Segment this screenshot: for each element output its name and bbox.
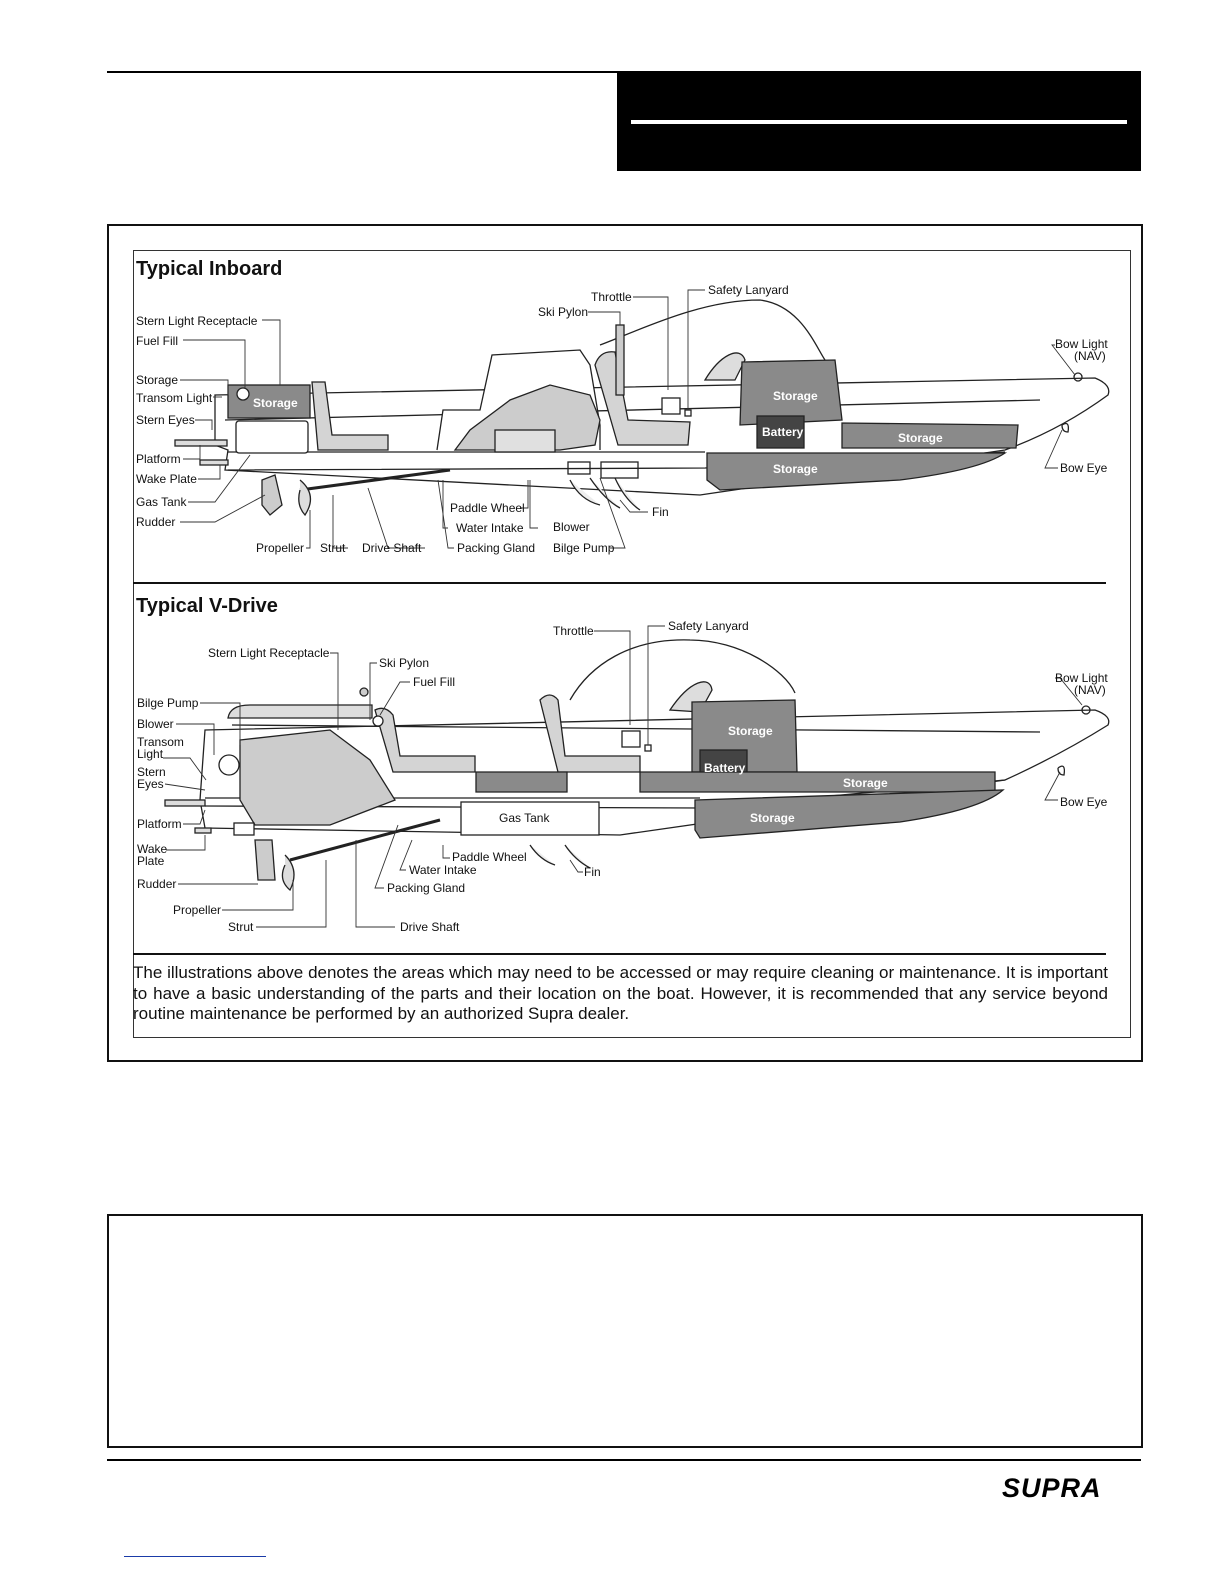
inner-battery: Battery	[704, 761, 746, 775]
label-propeller: Propeller	[173, 903, 222, 917]
inner-battery: Battery	[762, 425, 804, 439]
footer-rule	[107, 1459, 1141, 1461]
label-strut: Strut	[320, 541, 346, 555]
label-safety-lanyard: Safety Lanyard	[668, 619, 749, 633]
section-separator	[133, 582, 1106, 584]
label-storage: Storage	[136, 373, 179, 387]
label-bow-light: Bow Light	[1055, 337, 1108, 351]
label-rudder: Rudder	[137, 877, 177, 891]
label-drive-shaft: Drive Shaft	[400, 920, 460, 934]
label-wake-plate: Wake Plate	[136, 472, 197, 486]
label-gas-tank: Gas Tank	[136, 495, 187, 509]
label-transom-light: Transom Light	[136, 391, 213, 405]
label-rudder: Rudder	[136, 515, 176, 529]
inner-storage-bow: Storage	[773, 389, 818, 403]
label-eyes: Eyes	[137, 777, 164, 791]
label-nav: (NAV)	[1074, 349, 1106, 363]
inner-gas-tank: Gas Tank	[499, 811, 550, 825]
label-platform: Platform	[136, 452, 181, 466]
label-bow-eye: Bow Eye	[1060, 461, 1108, 475]
label-plate: Plate	[137, 854, 165, 868]
label-transom: Transom	[137, 735, 184, 749]
label-paddle-wheel: Paddle Wheel	[452, 850, 527, 864]
label-bilge-pump: Bilge Pump	[553, 541, 615, 555]
label-bilge-pump: Bilge Pump	[137, 696, 199, 710]
label-safety-lanyard: Safety Lanyard	[708, 283, 789, 297]
label-blower: Blower	[137, 717, 174, 731]
label-blower: Blower	[553, 520, 590, 534]
label-throttle: Throttle	[553, 624, 594, 638]
label-packing-gland: Packing Gland	[457, 541, 536, 555]
label-stern-light-receptacle: Stern Light Receptacle	[136, 314, 258, 328]
label-fin: Fin	[652, 505, 669, 519]
label-fin: Fin	[584, 865, 601, 879]
label-fuel-fill: Fuel Fill	[413, 675, 456, 689]
inboard-title: Typical Inboard	[136, 258, 283, 280]
inner-storage-bow: Storage	[728, 724, 773, 738]
inner-storage-lower: Storage	[750, 811, 795, 825]
inner-storage-floor: Storage	[843, 776, 888, 790]
label-ski-pylon: Ski Pylon	[379, 656, 430, 670]
label-bow-eye: Bow Eye	[1060, 795, 1108, 809]
supra-logo: SUPRA	[1002, 1473, 1102, 1503]
label-stern: Stern	[137, 765, 166, 779]
label-packing-gland: Packing Gland	[387, 881, 466, 895]
label-light: Light	[137, 747, 164, 761]
note-box	[107, 1214, 1143, 1448]
label-ski-pylon: Ski Pylon	[538, 305, 589, 319]
inboard-boat-illustration	[175, 300, 1109, 515]
caption-separator	[133, 953, 1106, 955]
label-wake: Wake	[137, 842, 168, 856]
label-strut: Strut	[228, 920, 254, 934]
vdrive-boat-illustration	[165, 640, 1109, 890]
label-throttle: Throttle	[591, 290, 632, 304]
vdrive-title: Typical V-Drive	[136, 595, 278, 617]
inner-storage-lower: Storage	[773, 462, 818, 476]
label-water-intake: Water Intake	[409, 863, 477, 877]
label-water-intake: Water Intake	[456, 521, 524, 535]
label-propeller: Propeller	[256, 541, 305, 555]
figure-caption: The illustrations above denotes the areas which may need to be accessed or may require cleaning or maintenance. It is important to have a basic understanding of the parts and their location on the boat. However, it is recommended that any service beyond routine maintenance be performed by an authorized Supra dealer.	[133, 963, 1108, 1023]
label-platform: Platform	[137, 817, 182, 831]
inner-storage-floor: Storage	[898, 431, 943, 445]
label-bow-light: Bow Light	[1055, 671, 1108, 685]
label-nav: (NAV)	[1074, 683, 1106, 697]
label-stern-eyes: Stern Eyes	[136, 413, 195, 427]
label-fuel-fill: Fuel Fill	[136, 334, 179, 348]
inner-storage-stern: Storage	[253, 396, 298, 410]
label-drive-shaft: Drive Shaft	[362, 541, 422, 555]
label-paddle-wheel: Paddle Wheel	[450, 501, 525, 515]
footer-link-underline[interactable]	[124, 1556, 266, 1557]
label-stern-light-receptacle: Stern Light Receptacle	[208, 646, 330, 660]
